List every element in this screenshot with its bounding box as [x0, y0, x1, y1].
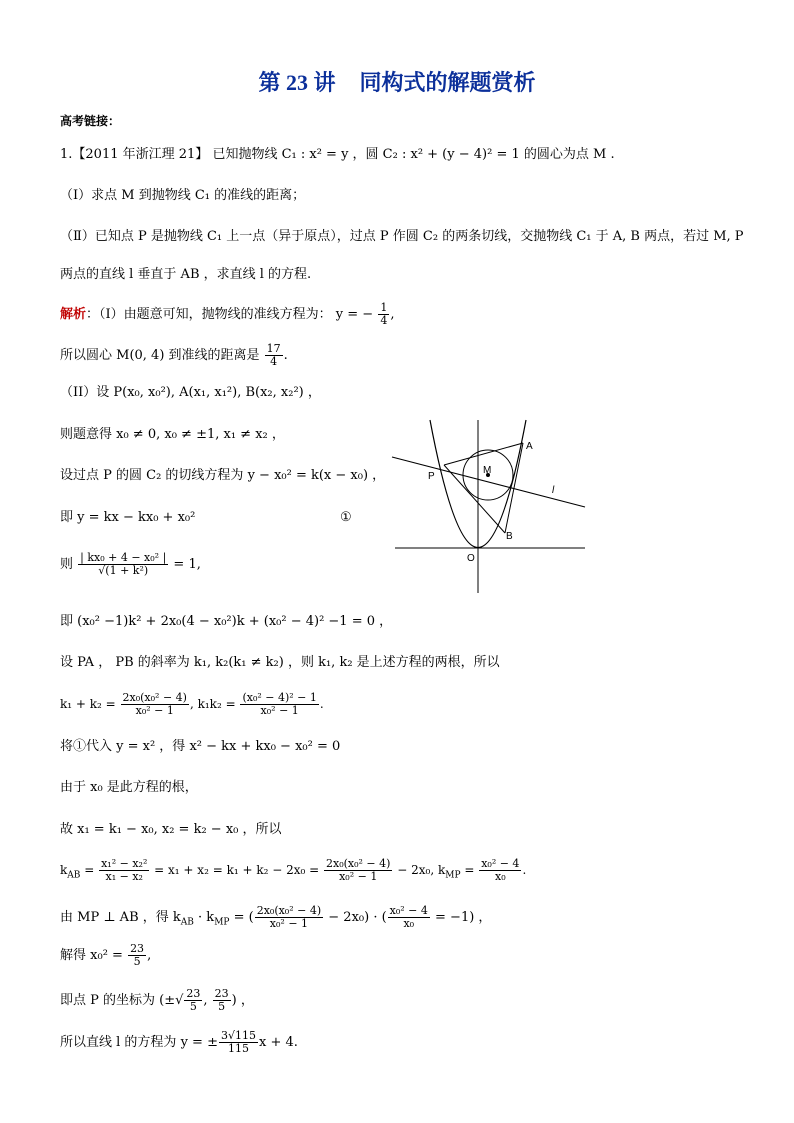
tangent-pa [444, 443, 523, 465]
solution-line-18: 所以直线 l 的方程为 y = ± $\frac{3√115}{115}$ x + 4. [60, 1029, 298, 1055]
solution-line-5: 设过点 P 的圆 C₂ 的切线方程为 y − x₀² = k(x − x₀) ， [60, 468, 386, 483]
section-label: 高考链接： [60, 114, 121, 128]
question-2-cont: 两点的直线 l 垂直于 AB ，求直线 l 的方程. [60, 267, 312, 282]
solution-line-8: 即 (x₀² −1)k² + 2x₀(4 − x₀²)k + (x₀² − 4)² −1 = 0 ， [60, 614, 393, 629]
solution-line-12: 由于 x₀ 是此方程的根， [60, 780, 198, 795]
label-p: P [428, 471, 435, 482]
geometry-figure [390, 415, 590, 595]
label-l: l [552, 485, 555, 496]
label-b: B [506, 531, 513, 542]
solution-line-7: 则 $\frac{\text{| kx₀ + 4 − x₀² |}}{\text{√(1 + k²)}}$ = 1, [60, 551, 201, 577]
equation-marker: ① [340, 510, 352, 525]
label-a: A [526, 441, 533, 452]
solution-line-6: 即 y = kx − kx₀ + x₀² [60, 510, 196, 525]
solution-line-11: 将①代入 y = x² ，得 x² − kx + kx₀ − x₀² = 0 [60, 739, 341, 754]
solution-line-13: 故 x₁ = k₁ − x₀, x₂ = k₂ − x₀ ，所以 [60, 822, 282, 837]
segment-ab [505, 443, 523, 533]
question-1: （Ⅰ）求点 M 到抛物线 C₁ 的准线的距离； [60, 188, 306, 203]
solution-line-15: 由 MP ⊥ AB ，得 $k_{AB} \cdot k_{MP}$ = ( $\frac{\text{2x₀(x₀² − 4)}}{\text{x₀² − 1}}$ − 2x₀) · ( $\frac{\text{x₀² − 4}}{\text{x₀}}$ = −1) ， [60, 904, 492, 930]
solution-line-2: 所以圆心 M(0, 4) 到准线的距离是 $\frac{17}{4}$ . [60, 342, 288, 368]
solution-line-4: 则题意得 x₀ ≠ 0, x₀ ≠ ±1, x₁ ≠ x₂ ， [60, 427, 285, 442]
solution-line-14: $k_{AB}$ = $\frac{\text{x₁² − x₂²}}{\text{x₁ − x₂}}$ = x₁ + x₂ = k₁ + k₂ − 2x₀ = $\frac{\text{2x₀(x₀² − 4)}}{\text{x₀² − 1}}$ − 2x₀, $k_{MP}$ = $\frac{\text{x₀² − 4}}{\text{x₀}}$ . [60, 857, 527, 883]
solution-line-1: 解析：（I）由题意可知，抛物线的准线方程为： y = − $\frac{1}{4}$ , [60, 301, 395, 327]
label-o: O [467, 553, 475, 564]
question-2: （Ⅱ）已知点 P 是抛物线 C₁ 上一点（异于原点），过点 P 作圆 C₂ 的两条切线，交抛物线 C₁ 于 A, B 两点，若过 M, P [60, 229, 744, 244]
label-m: M [483, 465, 492, 476]
problem-statement: 1.【2011 年浙江理 21】 已知抛物线 C₁ : x² = y ，圆 C₂ : x² + (y − 4)² = 1 的圆心为点 M . [60, 147, 615, 162]
solution-label: 解析 [60, 307, 87, 322]
solution-line-16: 解得 x₀² = $\frac{23}{5}$ , [60, 942, 152, 968]
solution-line-17: 即点 P 的坐标为 (±√ $\frac{23}{5}$ , $\frac{23}{5}$ ) ， [60, 987, 254, 1013]
solution-line-3: （II）设 P(x₀, x₀²), A(x₁, x₁²), B(x₂, x₂²) ， [60, 385, 321, 400]
page-title: 第 23 讲 同构式的解题赏析 [258, 70, 536, 95]
solution-line-9: 设 PA ， PB 的斜率为 k₁, k₂(k₁ ≠ k₂) ，则 k₁, k₂ 是上述方程的两根，所以 [60, 655, 500, 670]
solution-line-10: k₁ + k₂ = $\frac{\text{2x₀(x₀² − 4)}}{\text{x₀² − 1}}$ , k₁k₂ = $\frac{\text{(x₀² − 4)² − 1}}{\text{x₀² − 1}}$ . [60, 691, 324, 717]
